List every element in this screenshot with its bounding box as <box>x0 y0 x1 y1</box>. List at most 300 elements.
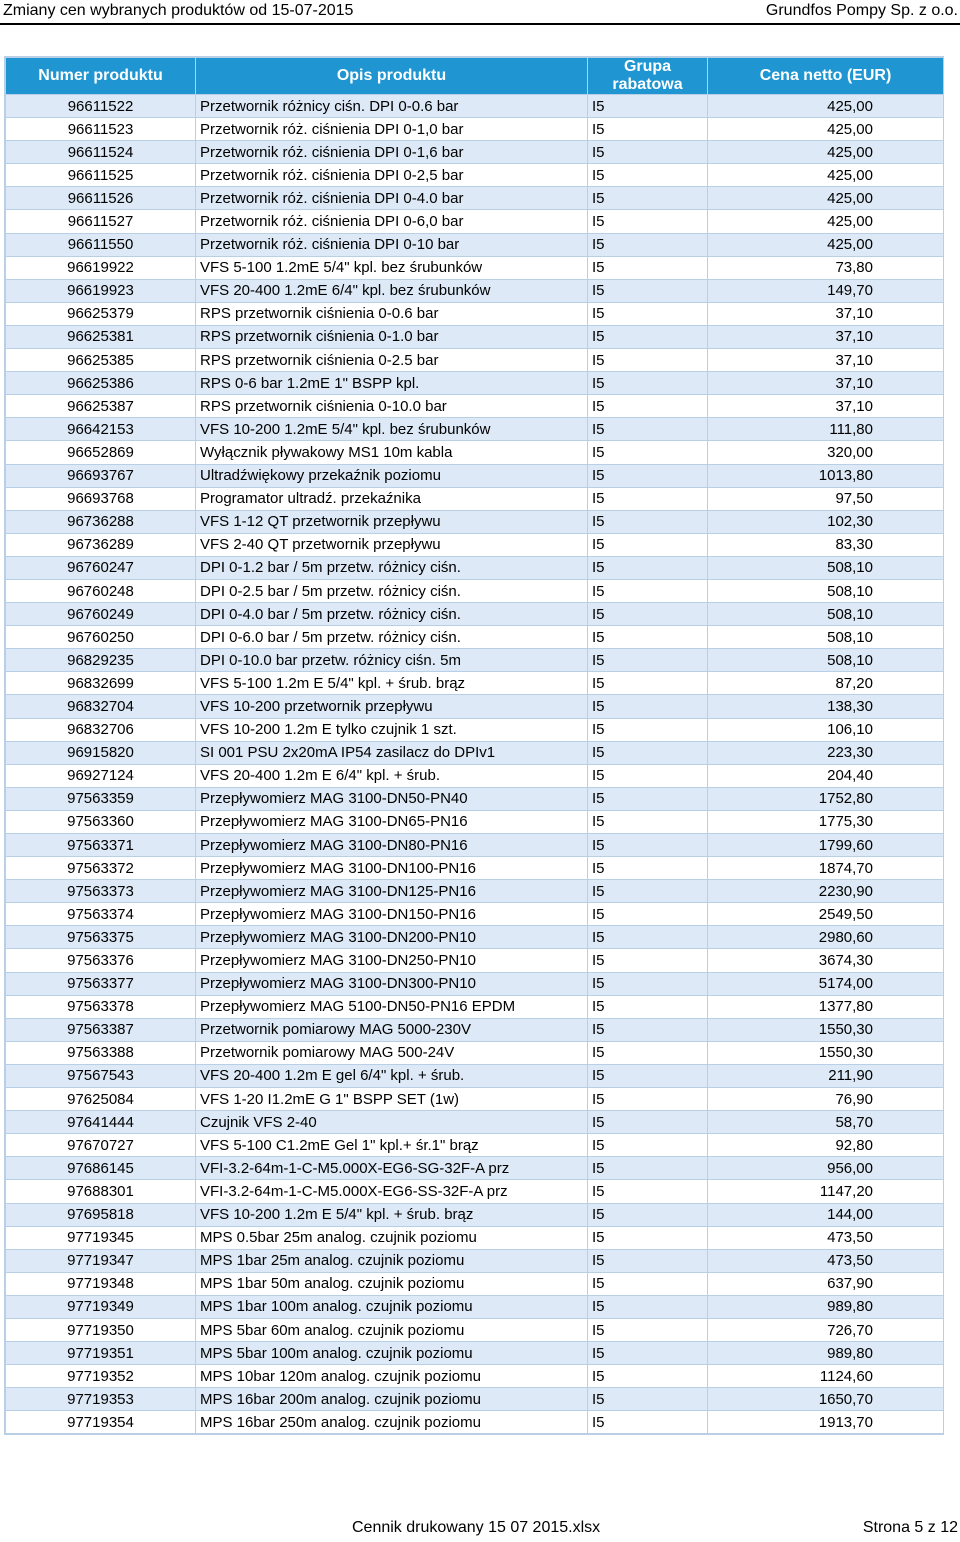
net-price-cell: 37,10 <box>708 372 944 395</box>
discount-group-cell: I5 <box>588 325 708 348</box>
description-cell: MPS 16bar 200m analog. czujnik poziomu <box>196 1388 588 1411</box>
description-cell: Przepływomierz MAG 3100-DN50-PN40 <box>196 787 588 810</box>
discount-group-cell: I5 <box>588 279 708 302</box>
discount-group-cell: I5 <box>588 626 708 649</box>
description-cell: VFI-3.2-64m-1-C-M5.000X-EG6-SS-32F-A prz <box>196 1180 588 1203</box>
description-cell: Przetwornik pomiarowy MAG 500-24V <box>196 1041 588 1064</box>
discount-group-cell: I5 <box>588 649 708 672</box>
net-price-cell: 138,30 <box>708 695 944 718</box>
product-number-cell: 96611523 <box>6 118 196 141</box>
net-price-cell: 425,00 <box>708 187 944 210</box>
product-number-cell: 97563387 <box>6 1018 196 1041</box>
table-row <box>6 579 944 602</box>
product-number-cell: 96693768 <box>6 487 196 510</box>
product-number-cell: 97563374 <box>6 903 196 926</box>
product-number-cell: 96625386 <box>6 372 196 395</box>
product-number-cell: 97719345 <box>6 1226 196 1249</box>
net-price-cell: 1874,70 <box>708 857 944 880</box>
product-number-cell: 97719351 <box>6 1342 196 1365</box>
net-price-cell: 508,10 <box>708 556 944 579</box>
description-cell: Programator ultradź. przekaźnika <box>196 487 588 510</box>
discount-group-cell: I5 <box>588 1064 708 1087</box>
discount-group-cell: I5 <box>588 718 708 741</box>
product-number-cell: 97563359 <box>6 787 196 810</box>
product-number-cell: 96611527 <box>6 210 196 233</box>
net-price-cell: 508,10 <box>708 649 944 672</box>
table-row <box>6 1088 944 1111</box>
table-row <box>6 1041 944 1064</box>
discount-group-cell: I5 <box>588 118 708 141</box>
product-number-cell: 96829235 <box>6 649 196 672</box>
header-divider <box>0 23 960 25</box>
table-row <box>6 1134 944 1157</box>
product-number-cell: 96760248 <box>6 579 196 602</box>
net-price-cell: 37,10 <box>708 325 944 348</box>
table-row <box>6 764 944 787</box>
table-row <box>6 141 944 164</box>
company-name: Grundfos Pompy Sp. z o.o. <box>765 2 958 19</box>
discount-group-cell: I5 <box>588 1088 708 1111</box>
discount-group-cell: I5 <box>588 1249 708 1272</box>
net-price-cell: 637,90 <box>708 1272 944 1295</box>
net-price-cell: 508,10 <box>708 603 944 626</box>
table-row <box>6 441 944 464</box>
discount-group-cell: I5 <box>588 672 708 695</box>
table-row <box>6 995 944 1018</box>
product-number-cell: 96611524 <box>6 141 196 164</box>
net-price-cell: 149,70 <box>708 279 944 302</box>
product-number-cell: 96760247 <box>6 556 196 579</box>
table-row <box>6 880 944 903</box>
table-row <box>6 810 944 833</box>
column-header-discount-group: Grupa rabatowa <box>588 58 708 95</box>
description-cell: Przepływomierz MAG 3100-DN150-PN16 <box>196 903 588 926</box>
description-cell: Przetwornik róż. ciśnienia DPI 0-4.0 bar <box>196 187 588 210</box>
table-row <box>6 187 944 210</box>
discount-group-cell: I5 <box>588 1295 708 1318</box>
description-cell: RPS przetwornik ciśnienia 0-1.0 bar <box>196 325 588 348</box>
net-price-cell: 73,80 <box>708 256 944 279</box>
net-price-cell: 144,00 <box>708 1203 944 1226</box>
product-number-cell: 96915820 <box>6 741 196 764</box>
product-number-cell: 96625387 <box>6 395 196 418</box>
product-number-cell: 97625084 <box>6 1088 196 1111</box>
net-price-cell: 97,50 <box>708 487 944 510</box>
description-cell: MPS 1bar 100m analog. czujnik poziomu <box>196 1295 588 1318</box>
description-cell: RPS przetwornik ciśnienia 0-10.0 bar <box>196 395 588 418</box>
discount-group-cell: I5 <box>588 810 708 833</box>
discount-group-cell: I5 <box>588 926 708 949</box>
discount-group-cell: I5 <box>588 556 708 579</box>
table-row <box>6 302 944 325</box>
table-row <box>6 903 944 926</box>
net-price-cell: 204,40 <box>708 764 944 787</box>
price-table <box>5 57 944 1434</box>
table-row <box>6 972 944 995</box>
net-price-cell: 1147,20 <box>708 1180 944 1203</box>
product-number-cell: 96760250 <box>6 626 196 649</box>
product-number-cell: 97563371 <box>6 834 196 857</box>
net-price-cell: 508,10 <box>708 626 944 649</box>
description-cell: Przetwornik pomiarowy MAG 5000-230V <box>196 1018 588 1041</box>
table-row <box>6 787 944 810</box>
product-number-cell: 97563377 <box>6 972 196 995</box>
net-price-cell: 956,00 <box>708 1157 944 1180</box>
net-price-cell: 2549,50 <box>708 903 944 926</box>
net-price-cell: 1550,30 <box>708 1018 944 1041</box>
column-header-product-number: Numer produktu <box>6 58 196 95</box>
description-cell: VFS 20-400 1.2m E gel 6/4" kpl. + śrub. <box>196 1064 588 1087</box>
product-number-cell: 96760249 <box>6 603 196 626</box>
table-row <box>6 510 944 533</box>
table-row <box>6 1249 944 1272</box>
table-body <box>6 95 944 1434</box>
table-row <box>6 233 944 256</box>
product-number-cell: 96832706 <box>6 718 196 741</box>
net-price-cell: 1013,80 <box>708 464 944 487</box>
net-price-cell: 320,00 <box>708 441 944 464</box>
discount-group-cell: I5 <box>588 1226 708 1249</box>
footer-filename: Cennik drukowany 15 07 2015.xlsx <box>352 1519 601 1536</box>
discount-group-cell: I5 <box>588 141 708 164</box>
table-header-row <box>6 58 944 95</box>
description-cell: Przepływomierz MAG 5100-DN50-PN16 EPDM <box>196 995 588 1018</box>
description-cell: VFS 20-400 1.2m E 6/4" kpl. + śrub. <box>196 764 588 787</box>
net-price-cell: 425,00 <box>708 141 944 164</box>
product-number-cell: 96625381 <box>6 325 196 348</box>
table-row <box>6 741 944 764</box>
table-row <box>6 1295 944 1318</box>
table-row <box>6 395 944 418</box>
description-cell: Przetwornik róż. ciśnienia DPI 0-6,0 bar <box>196 210 588 233</box>
table-row <box>6 1180 944 1203</box>
discount-group-cell: I5 <box>588 1157 708 1180</box>
discount-group-cell: I5 <box>588 487 708 510</box>
page-header <box>0 0 960 22</box>
table-row <box>6 926 944 949</box>
discount-group-cell: I5 <box>588 1342 708 1365</box>
product-number-cell: 96652869 <box>6 441 196 464</box>
table-row <box>6 533 944 556</box>
discount-group-cell: I5 <box>588 233 708 256</box>
discount-group-cell: I5 <box>588 349 708 372</box>
table-row <box>6 1411 944 1434</box>
product-number-cell: 97563375 <box>6 926 196 949</box>
description-cell: Przepływomierz MAG 3100-DN200-PN10 <box>196 926 588 949</box>
description-cell: VFS 2-40 QT przetwornik przepływu <box>196 533 588 556</box>
net-price-cell: 76,90 <box>708 1088 944 1111</box>
discount-group-cell: I5 <box>588 418 708 441</box>
product-number-cell: 96619923 <box>6 279 196 302</box>
table-row <box>6 1064 944 1087</box>
product-number-cell: 97563388 <box>6 1041 196 1064</box>
description-cell: Przetwornik róż. ciśnienia DPI 0-2,5 bar <box>196 164 588 187</box>
product-number-cell: 96625385 <box>6 349 196 372</box>
discount-group-cell: I5 <box>588 1180 708 1203</box>
description-cell: Wyłącznik pływakowy MS1 10m kabla <box>196 441 588 464</box>
net-price-cell: 425,00 <box>708 210 944 233</box>
discount-group-cell: I5 <box>588 1365 708 1388</box>
product-number-cell: 97563373 <box>6 880 196 903</box>
product-number-cell: 96619922 <box>6 256 196 279</box>
table-row <box>6 649 944 672</box>
description-cell: RPS przetwornik ciśnienia 0-0.6 bar <box>196 302 588 325</box>
description-cell: MPS 0.5bar 25m analog. czujnik poziomu <box>196 1226 588 1249</box>
table-row <box>6 556 944 579</box>
net-price-cell: 83,30 <box>708 533 944 556</box>
table-row <box>6 1342 944 1365</box>
table-row <box>6 325 944 348</box>
discount-group-cell: I5 <box>588 302 708 325</box>
discount-group-cell: I5 <box>588 903 708 926</box>
discount-group-cell: I5 <box>588 834 708 857</box>
net-price-cell: 211,90 <box>708 1064 944 1087</box>
table-row <box>6 1226 944 1249</box>
table-row <box>6 1318 944 1341</box>
description-cell: Przetwornik różnicy ciśn. DPI 0-0.6 bar <box>196 95 588 118</box>
price-table-container <box>4 56 944 1435</box>
product-number-cell: 97563360 <box>6 810 196 833</box>
discount-group-cell: I5 <box>588 210 708 233</box>
product-number-cell: 96736288 <box>6 510 196 533</box>
product-number-cell: 96611522 <box>6 95 196 118</box>
description-cell: VFS 5-100 C1.2mE Gel 1" kpl.+ śr.1" brąz <box>196 1134 588 1157</box>
table-row <box>6 95 944 118</box>
description-cell: MPS 5bar 100m analog. czujnik poziomu <box>196 1342 588 1365</box>
table-row <box>6 279 944 302</box>
product-number-cell: 97719347 <box>6 1249 196 1272</box>
net-price-cell: 106,10 <box>708 718 944 741</box>
table-row <box>6 164 944 187</box>
net-price-cell: 2230,90 <box>708 880 944 903</box>
net-price-cell: 989,80 <box>708 1342 944 1365</box>
net-price-cell: 102,30 <box>708 510 944 533</box>
product-number-cell: 96611525 <box>6 164 196 187</box>
description-cell: Przetwornik róż. ciśnienia DPI 0-1,6 bar <box>196 141 588 164</box>
discount-group-cell: I5 <box>588 764 708 787</box>
description-cell: Czujnik VFS 2-40 <box>196 1111 588 1134</box>
description-cell: VFS 1-12 QT przetwornik przepływu <box>196 510 588 533</box>
net-price-cell: 37,10 <box>708 302 944 325</box>
product-number-cell: 96693767 <box>6 464 196 487</box>
product-number-cell: 97719353 <box>6 1388 196 1411</box>
discount-group-cell: I5 <box>588 1272 708 1295</box>
table-row <box>6 1157 944 1180</box>
net-price-cell: 425,00 <box>708 164 944 187</box>
description-cell: DPI 0-10.0 bar przetw. różnicy ciśn. 5m <box>196 649 588 672</box>
discount-group-cell: I5 <box>588 880 708 903</box>
discount-group-cell: I5 <box>588 995 708 1018</box>
net-price-cell: 473,50 <box>708 1226 944 1249</box>
table-row <box>6 210 944 233</box>
product-number-cell: 96611550 <box>6 233 196 256</box>
net-price-cell: 1799,60 <box>708 834 944 857</box>
table-row <box>6 418 944 441</box>
net-price-cell: 37,10 <box>708 395 944 418</box>
table-row <box>6 1388 944 1411</box>
discount-group-cell: I5 <box>588 603 708 626</box>
product-number-cell: 97563372 <box>6 857 196 880</box>
table-row <box>6 1203 944 1226</box>
table-row <box>6 256 944 279</box>
description-cell: VFS 10-200 przetwornik przepływu <box>196 695 588 718</box>
table-row <box>6 464 944 487</box>
description-cell: VFS 20-400 1.2mE 6/4" kpl. bez śrubunków <box>196 279 588 302</box>
product-number-cell: 97719352 <box>6 1365 196 1388</box>
discount-group-cell: I5 <box>588 1111 708 1134</box>
net-price-cell: 1124,60 <box>708 1365 944 1388</box>
description-cell: MPS 1bar 25m analog. czujnik poziomu <box>196 1249 588 1272</box>
description-cell: DPI 0-2.5 bar / 5m przetw. różnicy ciśn. <box>196 579 588 602</box>
net-price-cell: 425,00 <box>708 95 944 118</box>
table-row <box>6 949 944 972</box>
table-row <box>6 672 944 695</box>
product-number-cell: 97686145 <box>6 1157 196 1180</box>
product-number-cell: 97719349 <box>6 1295 196 1318</box>
discount-group-cell: I5 <box>588 1203 708 1226</box>
discount-group-cell: I5 <box>588 857 708 880</box>
net-price-cell: 1913,70 <box>708 1411 944 1434</box>
discount-group-cell: I5 <box>588 579 708 602</box>
product-number-cell: 97567543 <box>6 1064 196 1087</box>
table-row <box>6 626 944 649</box>
discount-group-cell: I5 <box>588 1134 708 1157</box>
table-row <box>6 695 944 718</box>
net-price-cell: 1752,80 <box>708 787 944 810</box>
net-price-cell: 2980,60 <box>708 926 944 949</box>
net-price-cell: 92,80 <box>708 1134 944 1157</box>
column-header-net-price: Cena netto (EUR) <box>708 58 944 95</box>
description-cell: MPS 10bar 120m analog. czujnik poziomu <box>196 1365 588 1388</box>
net-price-cell: 1377,80 <box>708 995 944 1018</box>
product-number-cell: 97563376 <box>6 949 196 972</box>
product-number-cell: 97719350 <box>6 1318 196 1341</box>
net-price-cell: 5174,00 <box>708 972 944 995</box>
description-cell: Przepływomierz MAG 3100-DN125-PN16 <box>196 880 588 903</box>
product-number-cell: 96736289 <box>6 533 196 556</box>
product-number-cell: 96927124 <box>6 764 196 787</box>
net-price-cell: 989,80 <box>708 1295 944 1318</box>
discount-group-cell: I5 <box>588 533 708 556</box>
description-cell: VFS 5-100 1.2mE 5/4" kpl. bez śrubunków <box>196 256 588 279</box>
description-cell: Przepływomierz MAG 3100-DN80-PN16 <box>196 834 588 857</box>
table-row <box>6 718 944 741</box>
product-number-cell: 97719354 <box>6 1411 196 1434</box>
discount-group-cell: I5 <box>588 787 708 810</box>
table-row <box>6 857 944 880</box>
product-number-cell: 97670727 <box>6 1134 196 1157</box>
discount-group-cell: I5 <box>588 1041 708 1064</box>
product-number-cell: 96611526 <box>6 187 196 210</box>
table-row <box>6 1272 944 1295</box>
discount-group-cell: I5 <box>588 949 708 972</box>
product-number-cell: 96832704 <box>6 695 196 718</box>
description-cell: Przepływomierz MAG 3100-DN65-PN16 <box>196 810 588 833</box>
discount-group-cell: I5 <box>588 187 708 210</box>
discount-group-cell: I5 <box>588 1388 708 1411</box>
description-cell: MPS 1bar 50m analog. czujnik poziomu <box>196 1272 588 1295</box>
document-title: Zmiany cen wybranych produktów od 15-07-2015 <box>3 2 354 19</box>
net-price-cell: 1650,70 <box>708 1388 944 1411</box>
net-price-cell: 87,20 <box>708 672 944 695</box>
discount-group-cell: I5 <box>588 1018 708 1041</box>
description-cell: DPI 0-4.0 bar / 5m przetw. różnicy ciśn. <box>196 603 588 626</box>
discount-group-cell: I5 <box>588 1411 708 1434</box>
discount-group-cell: I5 <box>588 972 708 995</box>
description-cell: VFS 5-100 1.2m E 5/4" kpl. + śrub. brąz <box>196 672 588 695</box>
discount-group-cell: I5 <box>588 372 708 395</box>
table-row <box>6 1365 944 1388</box>
product-number-cell: 97719348 <box>6 1272 196 1295</box>
footer-page-number: Strona 5 z 12 <box>862 1519 958 1536</box>
product-number-cell: 97688301 <box>6 1180 196 1203</box>
discount-group-cell: I5 <box>588 1318 708 1341</box>
net-price-cell: 37,10 <box>708 349 944 372</box>
table-row <box>6 349 944 372</box>
column-header-description: Opis produktu <box>196 58 588 95</box>
discount-group-cell: I5 <box>588 441 708 464</box>
description-cell: Przepływomierz MAG 3100-DN100-PN16 <box>196 857 588 880</box>
net-price-cell: 1550,30 <box>708 1041 944 1064</box>
description-cell: Przepływomierz MAG 3100-DN300-PN10 <box>196 972 588 995</box>
description-cell: Ultradźwiękowy przekaźnik poziomu <box>196 464 588 487</box>
net-price-cell: 473,50 <box>708 1249 944 1272</box>
discount-group-cell: I5 <box>588 164 708 187</box>
net-price-cell: 111,80 <box>708 418 944 441</box>
table-row <box>6 118 944 141</box>
net-price-cell: 726,70 <box>708 1318 944 1341</box>
description-cell: VFS 10-200 1.2mE 5/4" kpl. bez śrubunków <box>196 418 588 441</box>
description-cell: DPI 0-1.2 bar / 5m przetw. różnicy ciśn. <box>196 556 588 579</box>
product-number-cell: 96625379 <box>6 302 196 325</box>
description-cell: RPS 0-6 bar 1.2mE 1" BSPP kpl. <box>196 372 588 395</box>
net-price-cell: 425,00 <box>708 118 944 141</box>
table-row <box>6 487 944 510</box>
net-price-cell: 1775,30 <box>708 810 944 833</box>
net-price-cell: 223,30 <box>708 741 944 764</box>
description-cell: DPI 0-6.0 bar / 5m przetw. różnicy ciśn. <box>196 626 588 649</box>
description-cell: VFS 10-200 1.2m E tylko czujnik 1 szt. <box>196 718 588 741</box>
net-price-cell: 58,70 <box>708 1111 944 1134</box>
product-number-cell: 97695818 <box>6 1203 196 1226</box>
discount-group-cell: I5 <box>588 510 708 533</box>
description-cell: RPS przetwornik ciśnienia 0-2.5 bar <box>196 349 588 372</box>
description-cell: Przetwornik róż. ciśnienia DPI 0-1,0 bar <box>196 118 588 141</box>
description-cell: SI 001 PSU 2x20mA IP54 zasilacz do DPIv1 <box>196 741 588 764</box>
product-number-cell: 97563378 <box>6 995 196 1018</box>
description-cell: VFI-3.2-64m-1-C-M5.000X-EG6-SG-32F-A prz <box>196 1157 588 1180</box>
net-price-cell: 3674,30 <box>708 949 944 972</box>
table-row <box>6 603 944 626</box>
table-row <box>6 372 944 395</box>
discount-group-cell: I5 <box>588 256 708 279</box>
table-row <box>6 1018 944 1041</box>
table-row <box>6 1111 944 1134</box>
description-cell: MPS 5bar 60m analog. czujnik poziomu <box>196 1318 588 1341</box>
product-number-cell: 96642153 <box>6 418 196 441</box>
discount-group-cell: I5 <box>588 741 708 764</box>
description-cell: VFS 10-200 1.2m E 5/4" kpl. + śrub. brąz <box>196 1203 588 1226</box>
discount-group-cell: I5 <box>588 395 708 418</box>
description-cell: MPS 16bar 250m analog. czujnik poziomu <box>196 1411 588 1434</box>
discount-group-cell: I5 <box>588 695 708 718</box>
net-price-cell: 425,00 <box>708 233 944 256</box>
description-cell: Przetwornik róż. ciśnienia DPI 0-10 bar <box>196 233 588 256</box>
discount-group-cell: I5 <box>588 464 708 487</box>
product-number-cell: 97641444 <box>6 1111 196 1134</box>
discount-group-cell: I5 <box>588 95 708 118</box>
description-cell: VFS 1-20 I1.2mE G 1" BSPP SET (1w) <box>196 1088 588 1111</box>
